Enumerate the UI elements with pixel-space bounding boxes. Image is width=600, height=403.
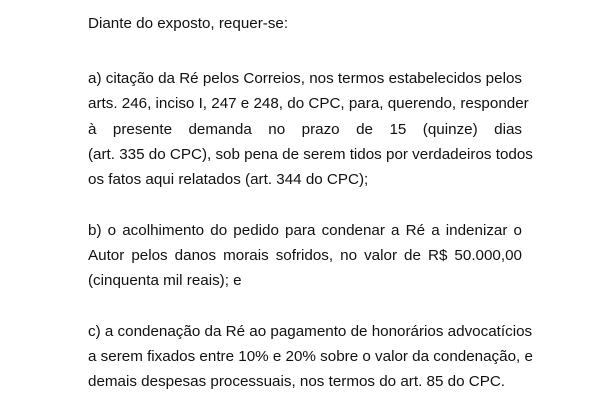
paragraph-b-line-1: b) o acolhimento do pedido para condenar a Ré a indenizar o [88,222,522,239]
paragraph-b-line-3: (cinquenta mil reais); e [88,272,242,289]
paragraph-a-line-3: à presente demanda no prazo de 15 (quinze) dias [88,121,522,138]
paragraph-c-line-3: demais despesas processuais, nos termos do art. 85 do CPC. [88,373,506,390]
paragraph-a-line-4: (art. 335 do CPC), sob pena de serem tidos por verdadeiros todos [88,146,533,163]
paragraph-a-line-1: a) citação da Ré pelos Correios, nos termos estabelecidos pelos [88,70,522,87]
intro-text: Diante do exposto, requer-se: [88,15,289,32]
paragraph-c-line-1: c) a condenação da Ré ao pagamento de honorários advocatícios [88,323,533,340]
paragraph-b-line-2: Autor pelos danos morais sofridos, no valor de R$ 50.000,00 [88,247,522,264]
paragraph-a-line-2: arts. 246, inciso I, 247 e 248, do CPC, para, querendo, responder [88,95,529,112]
paragraph-c-line-2: a serem fixados entre 10% e 20% sobre o valor da condenação, e [88,348,533,365]
paragraph-a-line-5: os fatos aqui relatados (art. 344 do CPC); [88,171,369,188]
